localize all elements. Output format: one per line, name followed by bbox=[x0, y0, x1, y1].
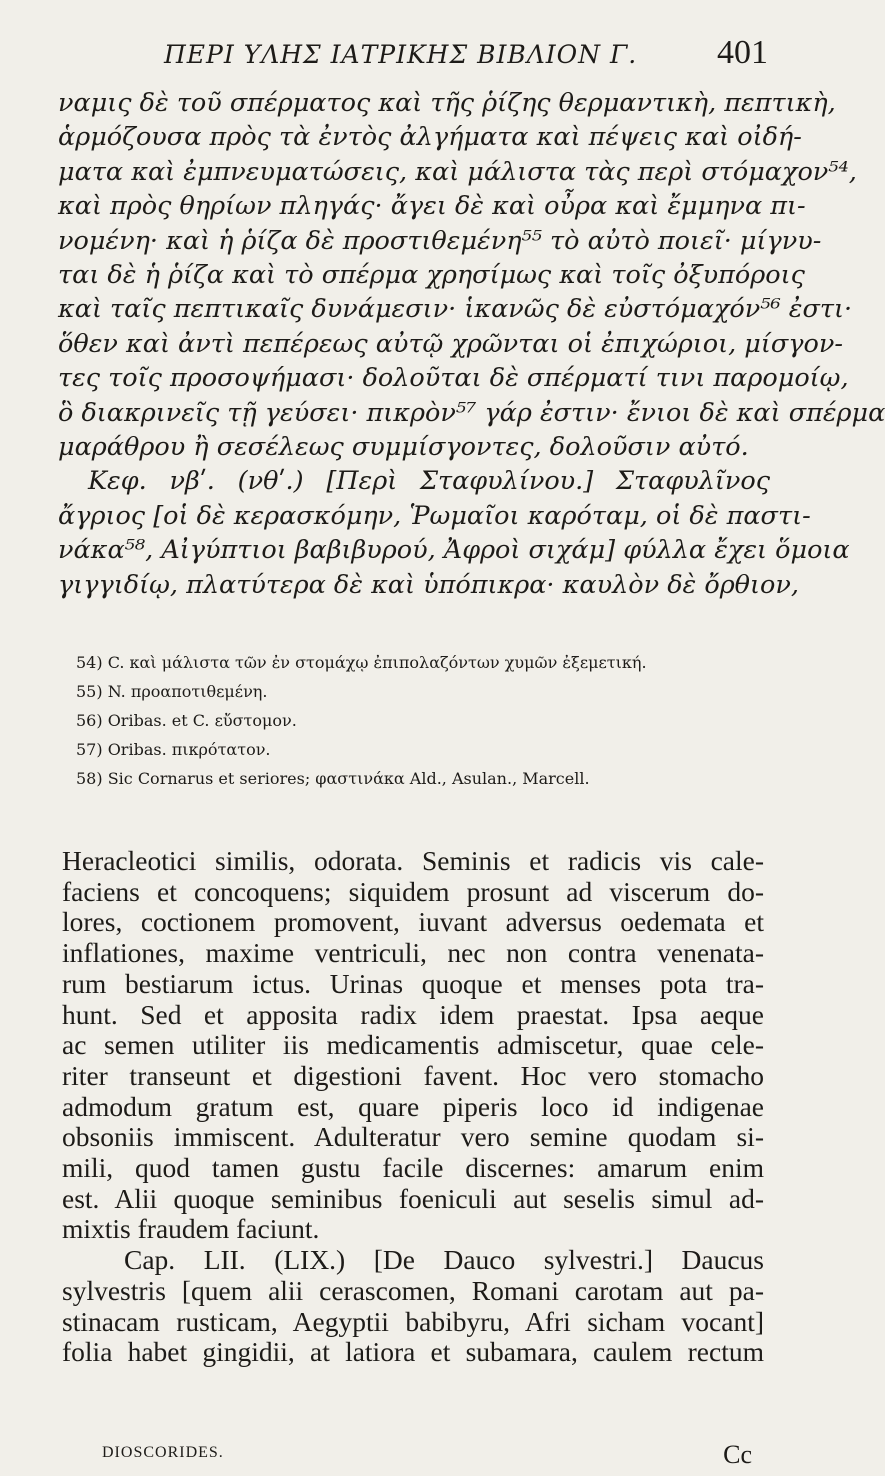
greek-line: ἁρμόζουσα πρὸς τὰ ἐντὸς ἀλγήματα καὶ πέψεις καὶ οἰδή- bbox=[58, 122, 802, 153]
latin-line: mixtis fraudem faciunt. bbox=[62, 1213, 320, 1245]
signature-line: DIOSCORIDES. bbox=[102, 1444, 224, 1461]
greek-line: ναμις δὲ τοῦ σπέρματος καὶ τῆς ῥίζης θερμαντικὴ, πεπτικὴ, bbox=[58, 88, 836, 118]
latin-line: rum bestiarum ictus. Urinas quoque et menses pota tra- bbox=[62, 967, 764, 999]
greek-line: ὃ διακρινεῖς τῇ γεύσει· πικρὸν⁵⁷ γάρ ἐστιν· ἔνιοι δὲ καὶ σπέρμα bbox=[58, 397, 885, 428]
footnotes bbox=[76, 648, 766, 793]
page-footer bbox=[62, 1440, 764, 1470]
greek-line: νάκα⁵⁸, Αἰγύπτιοι βαβιβυρού, Ἀφροὶ σιχάμ] φύλλα ἔχει ὅμοια bbox=[58, 535, 850, 566]
footnote-57: 57) Oribas. πικρότατον. bbox=[76, 740, 271, 759]
latin-line: hunt. Sed et apposita radix idem praestat. Ipsa aeque bbox=[62, 998, 764, 1030]
latin-line: admodum gratum est, quare piperis loco id indigenae bbox=[62, 1090, 764, 1122]
latin-text-block bbox=[62, 846, 764, 1368]
footnote-58: 58) Sic Cornarus et seriores; φαστινάκα Ald., Asulan., Marcell. bbox=[76, 769, 590, 788]
latin-line: est. Alii quoque seminibus foeniculi aut seselis simul ad- bbox=[62, 1182, 764, 1214]
greek-line: καὶ πρὸς θηρίων πληγάς· ἄγει δὲ καὶ οὖρα καὶ ἔμμηνα πι- bbox=[58, 191, 806, 222]
latin-chapter-heading-line: Cap. LII. (LIX.) [De Dauco sylvestri.] Daucus bbox=[124, 1244, 764, 1276]
latin-line: faciens et concoquens; siquidem prosunt ad viscerum do- bbox=[62, 875, 764, 907]
greek-line: μαράθρου ἢ σεσέλεως συμμίσγοντες, δολοῦσιν αὐτό. bbox=[58, 432, 749, 463]
greek-line: γιγγιδίῳ, πλατύτερα δὲ καὶ ὑπόπικρα· καυλὸν δὲ ὄρθιον, bbox=[58, 569, 799, 600]
greek-line: ὅθεν καὶ ἀντὶ πεπέρεως αὐτῷ χρῶνται οἱ ἐπιχώριοι, μίσγον- bbox=[58, 328, 843, 359]
latin-line: riter transeunt et digestioni favent. Hoc vero stomacho bbox=[62, 1059, 764, 1091]
greek-line: ματα καὶ ἐμπνευματώσεις, καὶ μάλιστα τὰς περὶ στόμαχον⁵⁴, bbox=[58, 156, 857, 187]
latin-line: folia habet gingidii, at latiora et subamara, caulem rectum bbox=[62, 1336, 764, 1368]
page-header bbox=[60, 30, 772, 80]
latin-line: Heracleotici similis, odorata. Seminis et radicis vis cale- bbox=[62, 845, 764, 876]
greek-line: νομένη· καὶ ἡ ῥίζα δὲ προστιθεμένη⁵⁵ τὸ αὐτὸ ποιεῖ· μίγνυ- bbox=[58, 225, 822, 256]
footnote-54: 54) C. καὶ μάλιστα τῶν ἐν στομάχῳ ἐπιπολαζόντων χυμῶν ἐξεμετική. bbox=[76, 653, 647, 672]
latin-line: obsoniis immiscent. Adulteratur vero semine quodam si- bbox=[62, 1121, 764, 1153]
greek-line: ἄγριος [οἱ δὲ κερασκόμην, Ῥωμαῖοι καρόταμ, οἱ δὲ παστι- bbox=[58, 500, 811, 531]
latin-line: lores, coctionem promovent, iuvant adversus oedemata et bbox=[62, 906, 764, 938]
greek-chapter-heading-line: Κεφ. νβʹ. (νθʹ.) [Περὶ Σταφυλίνου.] Σταφυλῖνος bbox=[88, 466, 770, 497]
greek-line: τες τοῖς προσοψήμασι· δολοῦται δὲ σπέρματί τινι παρομοίῳ, bbox=[58, 363, 849, 394]
page-number: 401 bbox=[717, 34, 768, 71]
latin-line: inflationes, maxime ventriculi, nec non contra venenata- bbox=[62, 937, 764, 969]
greek-text-block bbox=[58, 86, 885, 602]
latin-line: stinacam rusticam, Aegyptii babibyru, Afri sicham vocant] bbox=[62, 1305, 764, 1337]
running-title: ΠΕΡΙ ΥΛΗΣ ΙΑΤΡΙΚΗΣ ΒΙΒΛΙΟΝ Γ. bbox=[164, 40, 638, 69]
footnote-55: 55) N. προαποτιθεμένη. bbox=[76, 682, 268, 701]
greek-line: ται δὲ ἡ ῥίζα καὶ τὸ σπέρμα χρησίμως καὶ τοῖς ὀξυπόροις bbox=[58, 260, 805, 291]
latin-line: sylvestris [quem alii cerascomen, Romani carotam aut pa- bbox=[62, 1274, 764, 1306]
latin-line: ac semen utiliter iis medicamentis admiscetur, quae cele- bbox=[62, 1029, 764, 1061]
greek-line: καὶ ταῖς πεπτικαῖς δυνάμεσιν· ἱκανῶς δὲ εὐστόμαχόν⁵⁶ ἐστι· bbox=[58, 294, 853, 325]
footnote-56: 56) Oribas. et C. εὔστομον. bbox=[76, 711, 297, 730]
latin-line: mili, quod tamen gustu facile discernes: amarum enim bbox=[62, 1152, 764, 1184]
gathering-mark: Cc bbox=[723, 1440, 752, 1469]
